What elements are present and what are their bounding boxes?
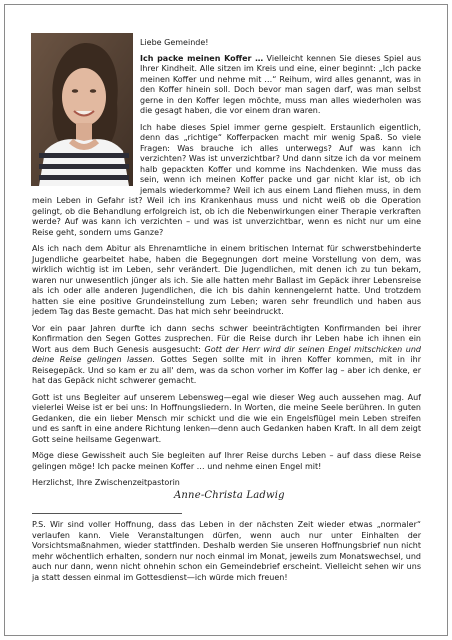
paragraph-1-text: Vielleicht kennen Sie dieses Spiel aus Ihrer Kindheit. Alle sitzen im Kreis und eine, einer beginnt: „Ich packe meinen Koffer und nehme mit …“ Reihum, wird alles genannt, was in den Koffer hinein soll. Doch bevor man sagen darf, was man selbst gerne in den Koffer legen möchte, muss man alles wiederholen was die gesagt haben, die vor einem dran waren.	[140, 53, 421, 115]
ps-divider	[32, 513, 182, 514]
paragraph-3: Als ich nach dem Abitur als Ehrenamtliche in einem britischen Internat für schwerstbehinderte Jugendliche gearbeitet habe, haben die Begegnungen dort meine Vorstellung von dem, was wirklich wichtig ist im Leben, sehr verändert. Die Jugendlichen, mit denen ich zu tun bekam, waren nur unwesentlich jünger als ich. Sie alle hatten mehr Ballast im Gepäck ihrer Lebensreise als ich oder alle anderen Jugendlichen, die ich bis dahin kennengelernt hatte. Und trotzdem hatten sie eine positive Grundeinstellung zum Leben; waren sehr freundlich und haben aus jedem Tag das Beste gemacht. Das hat mich sehr beeindruckt.	[32, 244, 421, 316]
photo-wrap-spacer	[32, 38, 140, 188]
paragraph-1-bold: Ich packe meinen Koffer …	[140, 53, 264, 63]
paragraph-4	[32, 324, 421, 387]
letter-body	[32, 38, 421, 589]
postscript: P.S. Wir sind voller Hoffnung, dass das Leben in der nächsten Zeit wieder etwas „normaler“ verlaufen kann. Viele Veranstaltungen dürfen, wenn auch nur unter Einhalten der Vorsichtsmaßnahmen, wieder stattfinden. Deshalb werden Sie unseren Hoffnungsbrief nun nicht mehr wöchentlich erhalten, sondern nur noch einmal im Monat, jeweils zum Monatswechsel, und auch nur dann, wenn nicht ohnehin schon ein Gemeindebrief erscheint. Vielleicht sehen wir uns ja statt dessen einmal im Gottesdienst—ich würde mich freuen!	[32, 520, 421, 582]
bible-quote: Gott der Herr wird dir seinen Engel mitschicken und deine Reise gelingen lassen.	[32, 344, 421, 364]
paragraph-6: Möge diese Gewissheit auch Sie begleiten auf Ihrer Reise durchs Leben – auf dass diese Reise gelingen möge! Ich packe meinen Koffer … und nehme einen Engel mit!	[32, 451, 421, 471]
paragraph-4-text-a: Vor ein paar Jahren durfte ich dann sechs schwer beeinträchtigten Konfirmanden bei ihrer Konfirmation den Segen Gottes zusprechen. Für die Reise durch ihr Leben habe ich ihnen ein Wort aus dem Buch Genesis ausgesucht:	[32, 323, 421, 354]
paragraph-5: Gott ist uns Begleiter auf unserem Lebensweg—egal wie dieser Weg auch aussehen mag. Auf vielerlei Weise ist er bei uns: In Hoffnungsliedern. In Worten, die meine Seele berühren. In guten Gedanken, die ein lieber Mensch mir schickt und die wie ein Engelsflügel mein Leben streifen und es sanft in eine andere Richtung lenken—denn auch Gedanken haben Kraft. In all dem zeigt Gott seine heilsame Gegenwart.	[32, 392, 421, 444]
closing: Herzlichst, Ihre Zwischenzeitpastorin	[32, 478, 180, 487]
greeting: Liebe Gemeinde!	[140, 38, 209, 47]
signature: Anne-Christa Ladwig	[174, 489, 285, 501]
paragraph-4-text-b: Gottes Segen sollte mit in ihren Koffer kommen, mit in ihr Reisegepäck. Und so kam er zu all' dem, was da schon vorher im Koffer lag – aber ich denke, er hat das Gepäck nicht schwerer gemacht.	[32, 355, 422, 385]
paragraph-2: Ich habe dieses Spiel immer gerne gespielt. Erstaunlich eigentlich, denn das „richtige“ Kofferpacken macht mir wenig Spaß. So viele Fragen: Was brauche ich alles unterwegs? Auf was kann ich verzichten? Was ist unverzichtbar? Und dann sitze ich da vor meinem halb gepackten Koffer und komme ins Nachdenken. Wie muss das sein, wenn ich meinen Koffer packe und gar nicht klar ist, ob ich jemals wiederkomme? Weil ich aus einem Land fliehen muss, in dem mein Leben in Gefahr ist? Weil ich ins Krankenhaus muss und nicht weiß ob die Operation gelingt, ob die Behandlung erfolgreich ist, ob ich die Nebenwirkungen einer Therapie verkraften werde? Auf was kann ich verzichten – und was ist unverzichtbar, wenn es nicht nur um eine Reise geht, sondern ums Ganze?	[32, 122, 421, 237]
